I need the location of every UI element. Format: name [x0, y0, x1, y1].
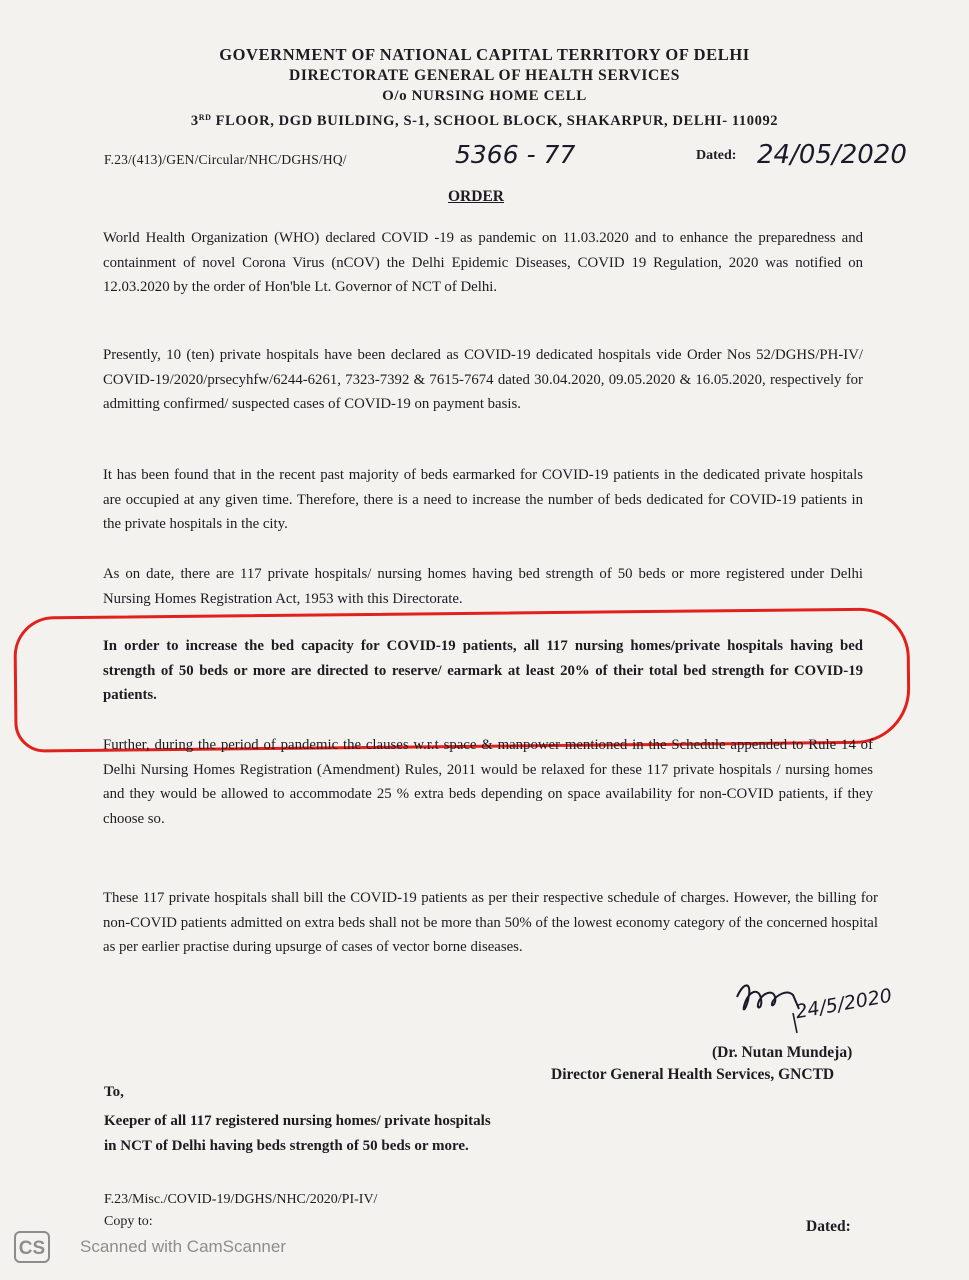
- floor-suffix: RD: [198, 113, 212, 122]
- handwritten-reference-number: 5366 - 77: [455, 140, 576, 169]
- letterhead-directorate: DIRECTORATE GENERAL OF HEALTH SERVICES: [289, 67, 680, 84]
- letterhead-government: GOVERNMENT OF NATIONAL CAPITAL TERRITORY OF DELHI: [219, 45, 750, 64]
- copy-to-label: Copy to:: [104, 1214, 153, 1229]
- dated-label: Dated:: [696, 148, 737, 163]
- addressee-line-2: in NCT of Delhi having beds strength of 50 beds or more.: [104, 1138, 469, 1154]
- camscanner-logo-icon: CS: [14, 1231, 50, 1263]
- address-rest: FLOOR, DGD BUILDING, S-1, SCHOOL BLOCK, SHAKARPUR, DELHI- 110092: [211, 113, 779, 129]
- paragraph-registered-hospitals: As on date, there are 117 private hospitals/ nursing homes having bed strength of 50 beds or more registered under Delhi Nursing Homes Registration Act, 1953 with this Directorate.: [103, 566, 863, 607]
- paragraph-extra-beds: Further, during the period of pandemic the clauses w.r.t space & manpower mentioned in the Schedule appended to Rule 14 of Delhi Nursing Homes Registration (Amendment) Rules, 2011 would be relaxed for these 117 private hospitals / nursing homes and they would be allowed to accommodate 25 % extra beds depending on space availability for non-COVID patients, if they choose so.: [103, 737, 873, 827]
- letterhead-address: [0, 107, 969, 132]
- floor-ordinal: 3: [190, 113, 199, 129]
- handwritten-date: 24/05/2020: [757, 140, 907, 170]
- paragraph-dedicated-hospitals: Presently, 10 (ten) private hospitals have been declared as COVID-19 dedicated hospitals vide Order Nos 52/DGHS/PH-IV/ COVID-19/2020/prsecyhfw/6244-6261, 7323-7392 & 7615-7674 dated 30.04.2020, 09.05.2020 & 16.05.2020, respectively for admitting confirmed/ suspected cases of COVID-19 on payment basis.: [103, 347, 863, 412]
- file-number: F.23/(413)/GEN/Circular/NHC/DGHS/HQ/: [104, 152, 347, 167]
- signer-title: Director General Health Services, GNCTD: [551, 1066, 835, 1083]
- signature-handwritten-date: 24/5/2020: [793, 984, 894, 1024]
- letterhead-cell: O/o NURSING HOME CELL: [382, 88, 587, 104]
- letterhead: [0, 44, 969, 132]
- addressee-line-1: Keeper of all 117 registered nursing homes/ private hospitals: [104, 1113, 491, 1129]
- order-title: ORDER: [448, 188, 504, 205]
- paragraph-who-declaration: World Health Organization (WHO) declared COVID -19 as pandemic on 11.03.2020 and to enhance the preparedness and containment of novel Corona Virus (nCOV) the Delhi Epidemic Diseases, COVID 19 Regulation, 2020 was notified on 12.03.2020 by the order of Hon'ble Lt. Governor of NCT of Delhi.: [103, 230, 863, 295]
- reference-line: [104, 140, 907, 180]
- red-highlight-circle: [13, 607, 910, 752]
- signer-name: (Dr. Nutan Mundeja): [712, 1044, 853, 1061]
- addressee-label: To,: [104, 1084, 124, 1100]
- copy-dated-label: Dated:: [806, 1218, 851, 1235]
- paragraph-bed-occupancy: It has been found that in the recent past majority of beds earmarked for COVID-19 patients in the dedicated private hospitals are occupied at any given time. Therefore, there is a need to increase the number of beds dedicated for COVID-19 patients in the private hospitals in the city.: [103, 467, 863, 532]
- paragraph-bed-reservation-directive: In order to increase the bed capacity for COVID-19 patients, all 117 nursing homes/private hospitals having bed strength of 50 beds or more are directed to reserve/ earmark at least 20% of their total bed strength for COVID-19 patients.: [103, 638, 863, 703]
- paragraph-billing: These 117 private hospitals shall bill the COVID-19 patients as per their respective schedule of charges. However, the billing for non-COVID patients admitted on extra beds shall not be more than 50% of the lowest economy category of the concerned hospital as per earlier practise during upsurge of cases of vector borne diseases.: [103, 890, 878, 955]
- copy-file-number: F.23/Misc./COVID-19/DGHS/NHC/2020/PI-IV/: [104, 1192, 378, 1207]
- camscanner-watermark: Scanned with CamScanner: [80, 1237, 287, 1256]
